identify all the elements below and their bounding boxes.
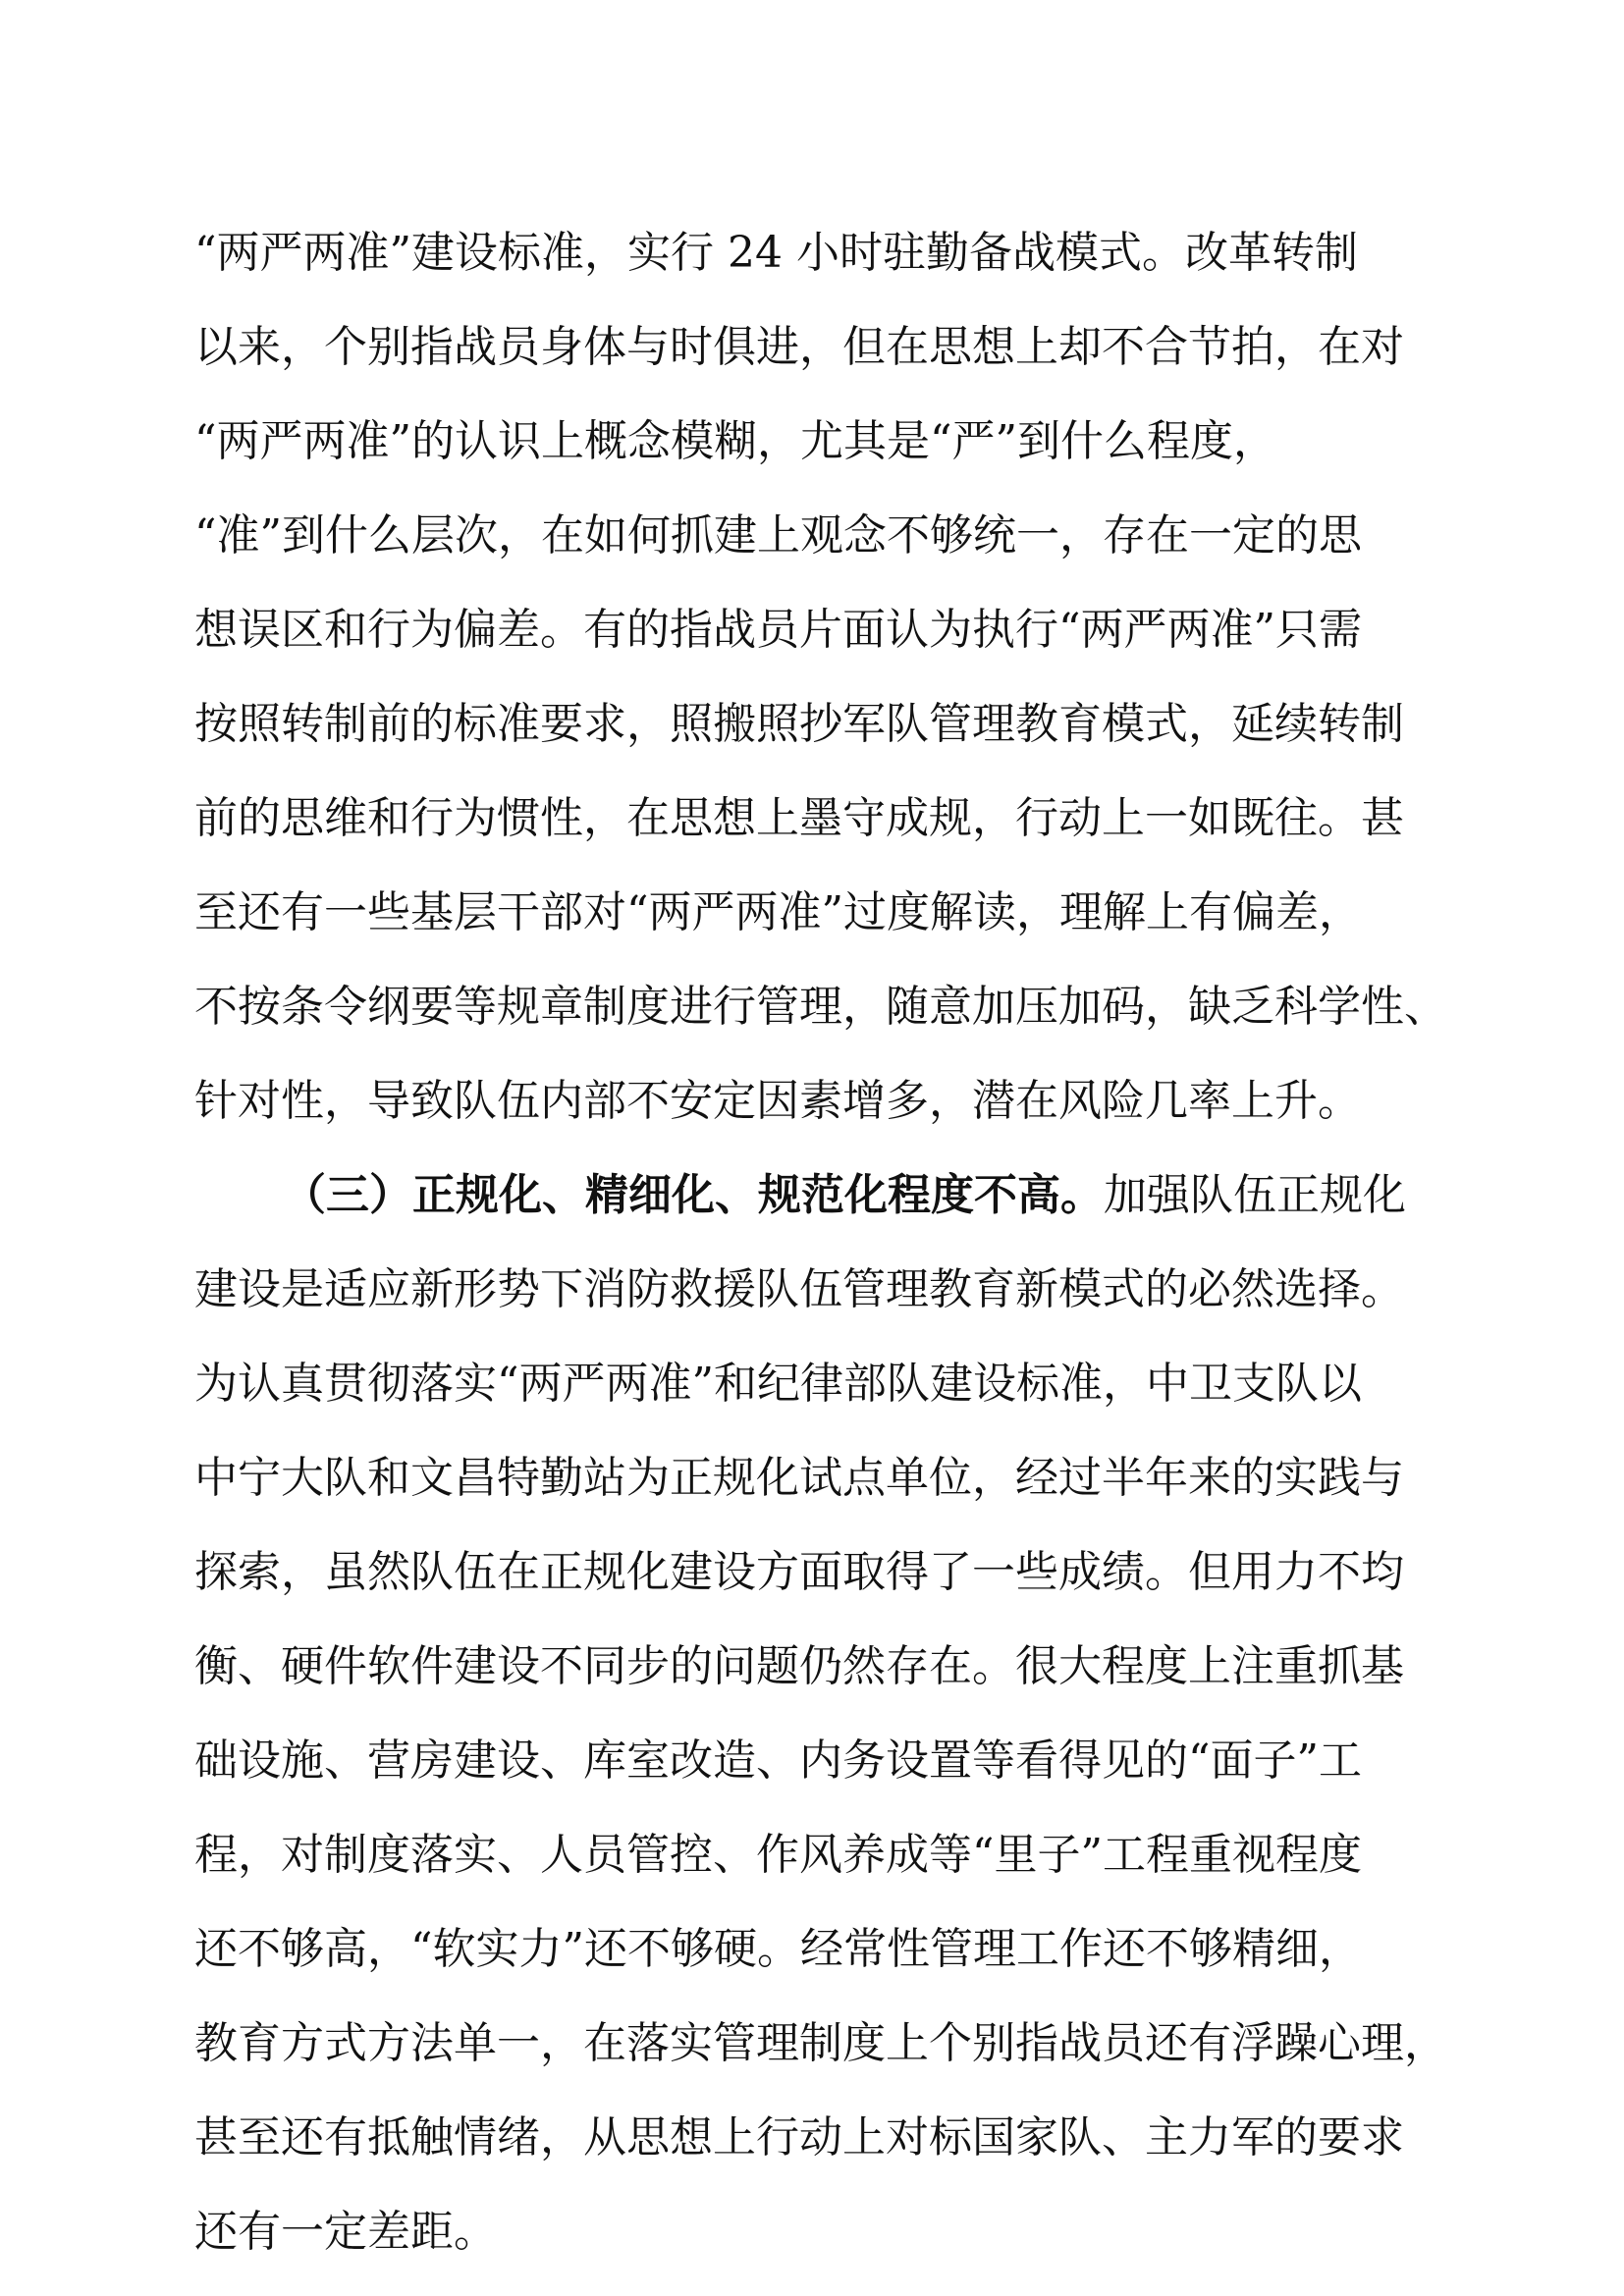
paragraph-line: 础设施、营房建设、库室改造、内务设置等看得见的“面子”工 bbox=[194, 1735, 1362, 1786]
paragraph-line: 衡、硬件软件建设不同步的问题仍然存在。很大程度上注重抓基 bbox=[194, 1641, 1404, 1691]
section-heading-line bbox=[283, 1168, 1530, 1223]
paragraph-line: 针对性，导致队伍内部不安定因素增多，潜在风险几率上升。 bbox=[194, 1076, 1361, 1126]
paragraph-line: “两严两准”的认识上概念模糊，尤其是“严”到什么程度， bbox=[194, 416, 1276, 466]
paragraph-line: 按照转制前的标准要求，照搬照抄军队管理教育模式，延续转制 bbox=[194, 699, 1404, 749]
paragraph-line: 探索，虽然队伍在正规化建设方面取得了一些成绩。但用力不均 bbox=[194, 1547, 1404, 1597]
paragraph-line: 还有一定差距。 bbox=[194, 2207, 497, 2257]
paragraph-line: “两严两准”建设标准，实行 24 小时驻勤备战模式。改革转制 bbox=[194, 228, 1358, 278]
paragraph-line: 至还有一些基层干部对“两严两准”过度解读，理解上有偏差， bbox=[194, 887, 1362, 937]
paragraph-line: 不按条令纲要等规章制度进行管理，随意加压加码，缺乏科学性、 bbox=[194, 982, 1447, 1032]
paragraph-line: 为认真贯彻落实“两严两准”和纪律部队建设标准，中卫支队以 bbox=[194, 1359, 1362, 1409]
paragraph-line: 前的思维和行为惯性，在思想上墨守成规，行动上一如既往。甚 bbox=[194, 793, 1404, 843]
paragraph-line: 还不够高，“软实力”还不够硬。经常性管理工作还不够精细， bbox=[194, 1924, 1362, 1974]
paragraph-line: 建设是适应新形势下消防救援队伍管理教育新模式的必然选择。 bbox=[194, 1264, 1404, 1314]
paragraph-line: 程，对制度落实、人员管控、作风养成等“里子”工程重视程度 bbox=[194, 1830, 1362, 1880]
paragraph-line: 中宁大队和文昌特勤站为正规化试点单位，经过半年来的实践与 bbox=[194, 1453, 1404, 1503]
paragraph-line: 教育方式方法单一，在落实管理制度上个别指战员还有浮躁心理， bbox=[194, 2018, 1447, 2068]
paragraph-line: 甚至还有抵触情绪，从思想上行动上对标国家队、主力军的要求 bbox=[194, 2112, 1404, 2163]
paragraph-line: 以来，个别指战员身体与时俱进，但在思想上却不合节拍，在对 bbox=[194, 322, 1404, 372]
paragraph-line: 想误区和行为偏差。有的指战员片面认为执行“两严两准”只需 bbox=[194, 605, 1362, 655]
section-heading: （三）正规化、精细化、规范化程度不高。 bbox=[283, 1170, 1104, 1220]
paragraph-line-start: 加强队伍正规化 bbox=[1104, 1170, 1406, 1220]
paragraph-line: “准”到什么层次，在如何抓建上观念不够统一，存在一定的思 bbox=[194, 510, 1362, 561]
